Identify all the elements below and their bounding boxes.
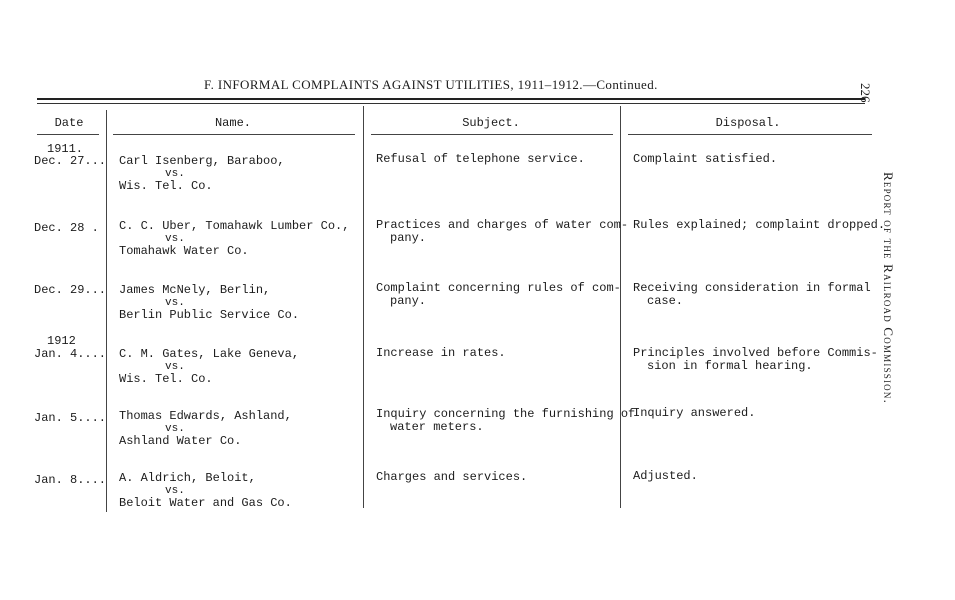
year-label: 1911. (47, 142, 84, 156)
subject-line: Practices and charges of water com- (376, 218, 629, 232)
versus-label: vs. (165, 233, 185, 245)
complainant-name: Thomas Edwards, Ashland, (119, 409, 292, 423)
complainant-name: Carl Isenberg, Baraboo, (119, 154, 285, 168)
row-date: Dec. 27... (34, 154, 107, 168)
versus-label: vs. (165, 423, 185, 435)
row-parties (119, 284, 299, 322)
complainant-name: A. Aldrich, Beloit, (119, 471, 256, 485)
subject-line-continued: pany. (390, 294, 427, 308)
subject-line-continued: water meters. (390, 420, 484, 434)
row-subject (376, 219, 628, 245)
column-header-disposal: Disposal. (715, 116, 781, 130)
row-parties (119, 348, 299, 386)
column-header-date: Date (54, 116, 84, 130)
row-parties (119, 472, 292, 510)
versus-label: vs. (165, 361, 185, 373)
row-subject (376, 347, 506, 360)
row-disposal (633, 407, 755, 420)
disposal-line: Rules explained; complaint dropped. (633, 218, 886, 232)
name-header-underline (113, 134, 355, 135)
disposal-line-continued: case. (647, 294, 684, 308)
disposal-line: Inquiry answered. (633, 406, 756, 420)
row-parties (119, 410, 292, 448)
subject-header-underline (371, 134, 613, 135)
row-date: Dec. 29... (34, 283, 107, 297)
row-disposal (633, 153, 777, 166)
subject-line: Inquiry concerning the furnishing of (376, 407, 636, 421)
column-divider-2 (363, 106, 364, 508)
respondent-name: Berlin Public Service Co. (119, 308, 300, 322)
disposal-line-continued: sion in formal hearing. (647, 359, 813, 373)
versus-label: vs. (165, 168, 185, 180)
respondent-name: Ashland Water Co. (119, 434, 242, 448)
row-subject (376, 282, 621, 308)
respondent-name: Tomahawk Water Co. (119, 244, 249, 258)
header-rule-top (37, 98, 865, 100)
row-date: Jan. 5.... (34, 411, 107, 425)
disposal-line: Adjusted. (633, 469, 698, 483)
row-subject (376, 153, 585, 166)
row-subject (376, 408, 635, 434)
page-title: F. INFORMAL COMPLAINTS AGAINST UTILITIES, 1911–1912.—Continued. (204, 77, 658, 92)
row-disposal (633, 282, 871, 308)
row-parties (119, 220, 349, 258)
year-label: 1912 (47, 334, 76, 348)
header-rule-bottom (37, 103, 865, 104)
disposal-header-underline (628, 134, 872, 135)
row-date: Dec. 28 . (34, 221, 99, 235)
respondent-name: Wis. Tel. Co. (119, 179, 213, 193)
disposal-line: Complaint satisfied. (633, 152, 778, 166)
complainant-name: C. C. Uber, Tomahawk Lumber Co., (119, 219, 350, 233)
subject-line: Charges and services. (376, 470, 528, 484)
versus-label: vs. (165, 297, 185, 309)
respondent-name: Beloit Water and Gas Co. (119, 496, 292, 510)
row-subject (376, 471, 527, 484)
row-parties (119, 155, 285, 193)
column-header-name: Name. (214, 116, 251, 130)
disposal-line: Receiving consideration in formal (633, 281, 871, 295)
subject-line: Refusal of telephone service. (376, 152, 585, 166)
disposal-line: Principles involved before Commis- (633, 346, 878, 360)
running-side-title: Report of the Railroad Commission. (881, 172, 896, 405)
respondent-name: Wis. Tel. Co. (119, 372, 213, 386)
page-number: 226 (858, 83, 873, 103)
subject-line-continued: pany. (390, 231, 427, 245)
subject-line: Increase in rates. (376, 346, 506, 360)
column-header-subject: Subject. (462, 116, 520, 130)
versus-label: vs. (165, 485, 185, 497)
complainant-name: James McNely, Berlin, (119, 283, 271, 297)
row-disposal (633, 219, 885, 232)
row-date: Jan. 4.... (34, 347, 107, 361)
date-header-underline (37, 134, 99, 135)
subject-line: Complaint concerning rules of com- (376, 281, 621, 295)
row-disposal (633, 470, 698, 483)
complainant-name: C. M. Gates, Lake Geneva, (119, 347, 300, 361)
column-divider-1 (106, 110, 107, 512)
row-disposal (633, 347, 878, 373)
row-date: Jan. 8.... (34, 473, 107, 487)
